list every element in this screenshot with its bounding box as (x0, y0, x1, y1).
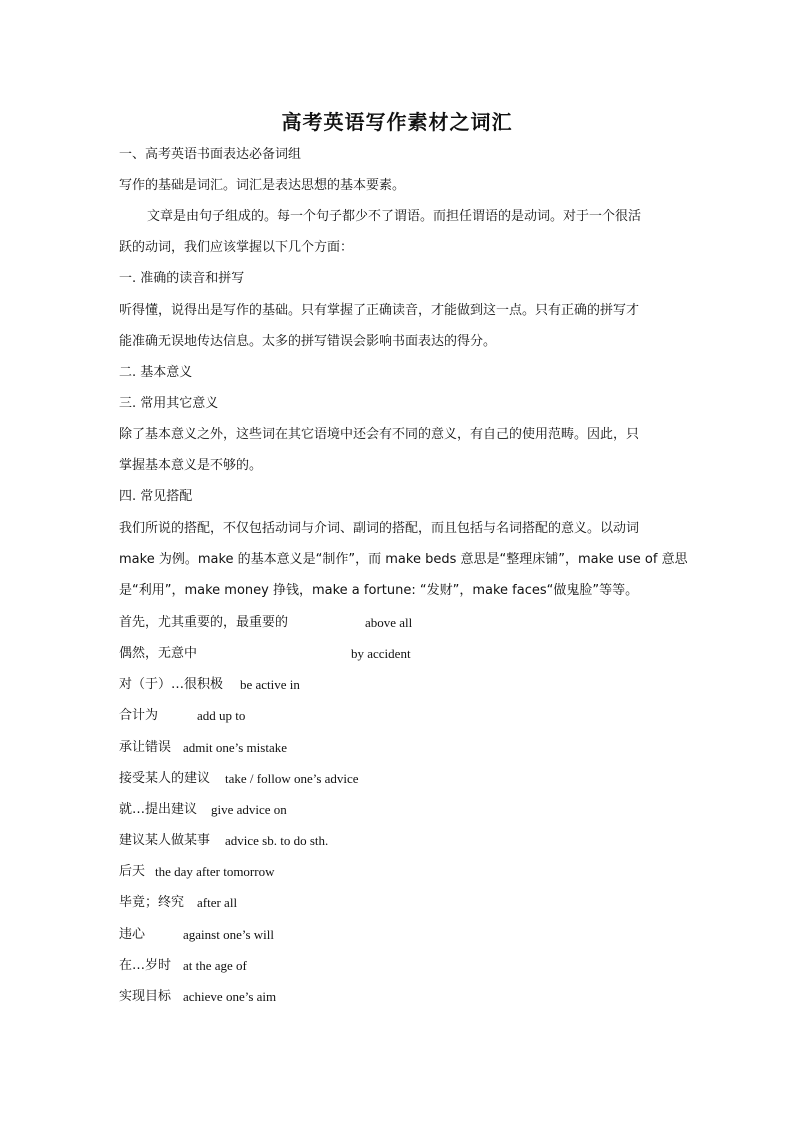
phrase-zh: 建议某人做某事 (119, 833, 211, 848)
phrase-en: add up to (197, 708, 246, 723)
phrase-item (119, 863, 275, 881)
phrase-en: above all (365, 615, 413, 630)
phrase-zh: 接受某人的建议 (119, 771, 211, 786)
phrase-item (119, 801, 287, 819)
phrase-zh: 在…岁时 (119, 958, 172, 973)
phrase-zh: 首先，尤其重要的，最重要的 (119, 615, 289, 630)
phrase-item (119, 832, 329, 850)
point4-line1: 我们所说的搭配，不仅包括动词与介词、副词的搭配，而且包括与名词搭配的意义。以动词 (119, 521, 640, 536)
phrase-en: take / follow one’s advice (225, 771, 359, 786)
phrase-en: against one’s will (183, 927, 274, 942)
phrase-item (119, 957, 247, 975)
phrase-zh: 后天 (119, 864, 146, 879)
phrase-zh: 毕竟；终究 (119, 895, 185, 910)
phrase-item (119, 676, 300, 694)
point3-line1: 除了基本意义之外，这些词在其它语境中还会有不同的意义，有自己的使用范畴。因此，只 (119, 427, 640, 442)
phrase-item (119, 707, 246, 725)
phrase-zh: 就…提出建议 (119, 802, 198, 817)
phrase-item (119, 894, 238, 912)
phrase-zh: 偶然，无意中 (119, 646, 198, 661)
phrase-en: by accident (351, 646, 411, 661)
paragraph1-line2: 跃的动词，我们应该掌握以下几个方面： (119, 240, 354, 255)
phrase-item (119, 988, 277, 1006)
page-title: 高考英语写作素材之词汇 (281, 110, 513, 134)
phrase-en: achieve one’s aim (183, 989, 277, 1004)
phrase-item (119, 645, 411, 663)
phrase-en: the day after tomorrow (155, 864, 275, 879)
phrase-zh: 承让错误 (119, 740, 172, 755)
point1-line2: 能准确无误地传达信息。太多的拼写错误会影响书面表达的得分。 (119, 334, 497, 349)
phrase-item (119, 770, 359, 788)
intro-text: 写作的基础是词汇。词汇是表达思想的基本要素。 (119, 178, 406, 193)
phrase-zh: 合计为 (119, 708, 159, 723)
point4-heading: 四. 常见搭配 (119, 489, 193, 504)
point1-heading: 一. 准确的读音和拼写 (119, 271, 245, 286)
point3-heading: 三. 常用其它意义 (119, 396, 219, 411)
point4-line2: make 为例。make 的基本意义是“制作”，而 make beds 意思是“整理床铺”，make use of 意思 (119, 552, 688, 567)
phrase-en: admit one’s mistake (183, 740, 287, 755)
point1-line1: 听得懂，说得出是写作的基础。只有掌握了正确读音，才能做到这一点。只有正确的拼写才 (119, 303, 640, 318)
section-heading: 一、高考英语书面表达必备词组 (119, 147, 302, 162)
paragraph1-line1: 文章是由句子组成的。每一个句子都少不了谓语。而担任谓语的是动词。对于一个很活 (147, 209, 642, 224)
phrase-item (119, 739, 287, 757)
phrase-en: after all (197, 895, 238, 910)
phrase-item (119, 614, 413, 632)
point3-line2: 掌握基本意义是不够的。 (119, 458, 263, 473)
phrase-en: be active in (240, 677, 300, 692)
phrase-en: at the age of (183, 958, 247, 973)
point4-line3: 是“利用”，make money 挣钱，make a fortune: “发财”，make faces“做鬼脸”等等。 (119, 583, 639, 598)
phrase-item (119, 926, 274, 944)
phrase-en: give advice on (211, 802, 287, 817)
point2-heading: 二. 基本意义 (119, 365, 193, 380)
phrase-en: advice sb. to do sth. (225, 833, 329, 848)
phrase-zh: 实现目标 (119, 989, 172, 1004)
phrase-zh: 违心 (119, 927, 146, 942)
phrase-zh: 对（于）…很积极 (119, 677, 224, 692)
